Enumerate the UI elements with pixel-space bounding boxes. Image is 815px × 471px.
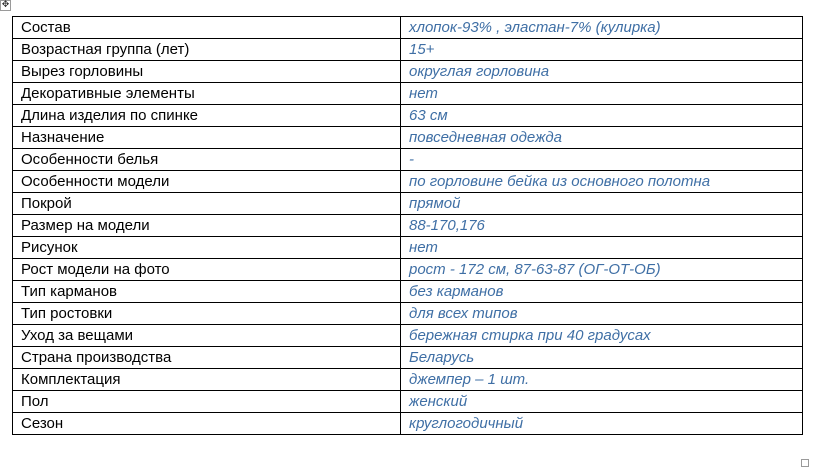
property-name: Комплектация	[13, 369, 401, 391]
property-name: Особенности модели	[13, 171, 401, 193]
property-value: хлопок-93% , эластан-7% (кулирка)	[401, 17, 803, 39]
property-value: 63 см	[401, 105, 803, 127]
table-row	[13, 369, 803, 391]
property-name: Уход за вещами	[13, 325, 401, 347]
table-row	[13, 347, 803, 369]
property-name: Страна производства	[13, 347, 401, 369]
table-row	[13, 303, 803, 325]
property-value: женский	[401, 391, 803, 413]
property-name: Декоративные элементы	[13, 83, 401, 105]
property-name: Рост модели на фото	[13, 259, 401, 281]
table-row	[13, 61, 803, 83]
property-value: прямой	[401, 193, 803, 215]
property-value: 15+	[401, 39, 803, 61]
table-row	[13, 149, 803, 171]
property-name: Тип ростовки	[13, 303, 401, 325]
table-row	[13, 259, 803, 281]
table-row	[13, 391, 803, 413]
property-value: Беларусь	[401, 347, 803, 369]
property-value: повседневная одежда	[401, 127, 803, 149]
table-row	[13, 413, 803, 435]
property-name: Возрастная группа (лет)	[13, 39, 401, 61]
property-value: нет	[401, 237, 803, 259]
property-value: без карманов	[401, 281, 803, 303]
property-name: Состав	[13, 17, 401, 39]
property-value: округлая горловина	[401, 61, 803, 83]
table-resize-handle-icon[interactable]	[801, 459, 809, 467]
property-value: джемпер – 1 шт.	[401, 369, 803, 391]
table-row	[13, 325, 803, 347]
property-name: Тип карманов	[13, 281, 401, 303]
table-row	[13, 127, 803, 149]
table-row	[13, 215, 803, 237]
properties-table-body	[13, 17, 803, 435]
table-row	[13, 281, 803, 303]
table-row	[13, 237, 803, 259]
table-row	[13, 83, 803, 105]
property-name: Длина изделия по спинке	[13, 105, 401, 127]
property-value: рост - 172 см, 87-63-87 (ОГ-ОТ-ОБ)	[401, 259, 803, 281]
property-value: круглогодичный	[401, 413, 803, 435]
property-value: бережная стирка при 40 градусах	[401, 325, 803, 347]
table-move-handle-icon[interactable]: ✥	[1, 0, 10, 10]
property-name: Назначение	[13, 127, 401, 149]
table-row	[13, 17, 803, 39]
property-value: -	[401, 149, 803, 171]
property-name: Размер на модели	[13, 215, 401, 237]
table-row	[13, 171, 803, 193]
table-row	[13, 193, 803, 215]
property-name: Вырез горловины	[13, 61, 401, 83]
table-row	[13, 105, 803, 127]
property-value: по горловине бейка из основного полотна	[401, 171, 803, 193]
property-name: Рисунок	[13, 237, 401, 259]
property-name: Особенности белья	[13, 149, 401, 171]
property-value: 88-170,176	[401, 215, 803, 237]
property-name: Пол	[13, 391, 401, 413]
property-name: Сезон	[13, 413, 401, 435]
property-name: Покрой	[13, 193, 401, 215]
product-properties-table	[12, 16, 803, 435]
table-row	[13, 39, 803, 61]
property-value: для всех типов	[401, 303, 803, 325]
property-value: нет	[401, 83, 803, 105]
